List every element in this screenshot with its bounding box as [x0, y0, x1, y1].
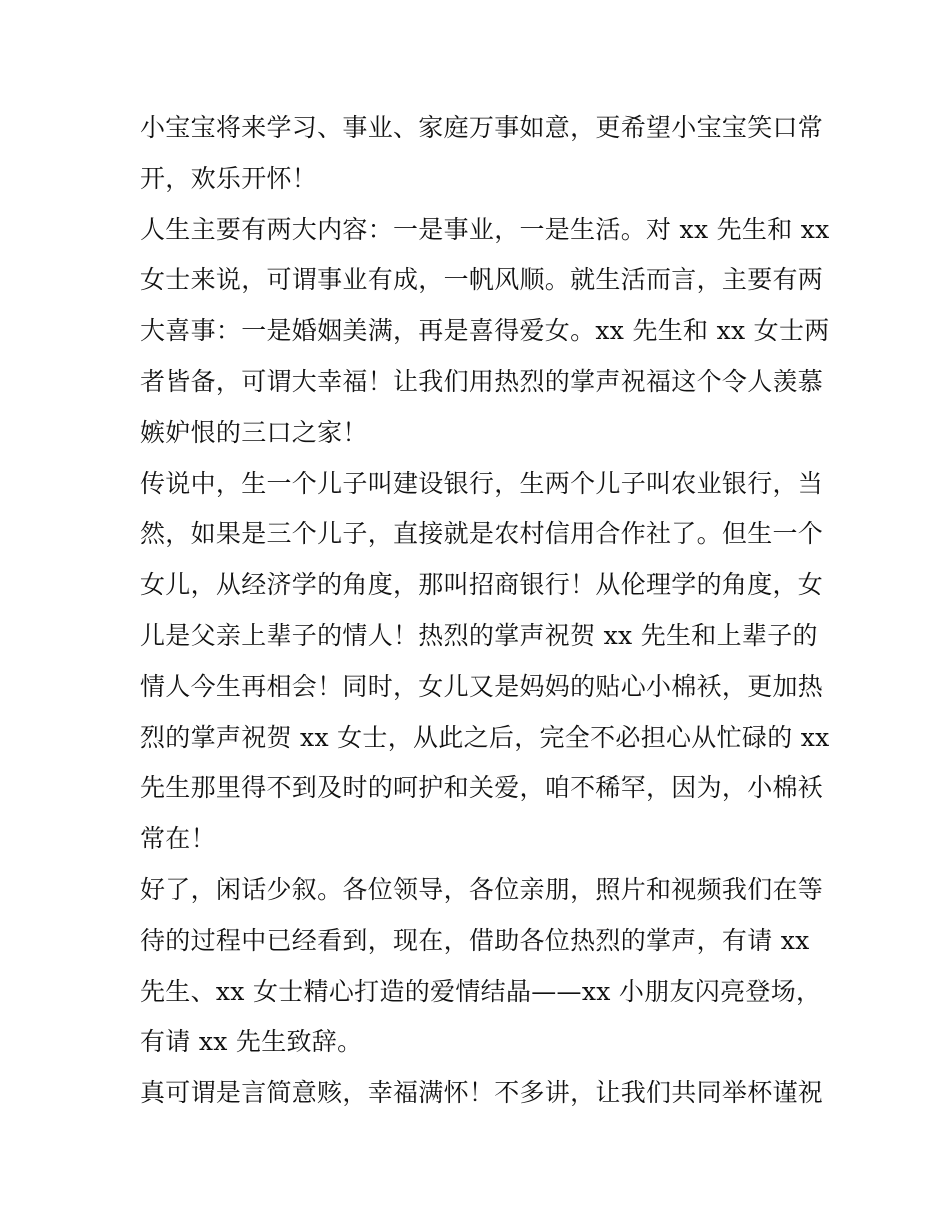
text-line: 小宝宝将来学习、事业、家庭万事如意，更希望小宝宝笑口常	[140, 113, 824, 142]
text-line: 先生那里得不到及时的呵护和关爱，咱不稀罕，因为，小棉袄	[140, 773, 824, 803]
text-line: 儿是父亲上辈子的情人！热烈的掌声祝贺 xx 先生和上辈子的	[140, 620, 818, 650]
text-line: 烈的掌声祝贺 xx 女士，从此之后，完全不必担心从忙碌的 xx	[140, 722, 830, 752]
text-line: 开，欢乐开怀！	[140, 163, 318, 193]
text-line: 传说中，生一个儿子叫建设银行，生两个儿子叫农业银行，当	[140, 468, 824, 498]
text-line: 情人今生再相会！同时，女儿又是妈妈的贴心小棉袄，更加热	[140, 671, 824, 701]
document-body	[140, 103, 830, 1119]
text-line: 嫉妒恨的三口之家！	[140, 417, 368, 447]
text-line: 待的过程中已经看到，现在，借助各位热烈的掌声，有请 xx	[140, 925, 810, 955]
text-line: 真可谓是言简意赅，幸福满怀！不多讲，让我们共同举杯谨祝	[140, 1078, 824, 1108]
text-line: 常在！	[140, 824, 216, 854]
text-line: 人生主要有两大内容：一是事业，一是生活。对 xx 先生和 xx	[140, 214, 830, 244]
text-line: 然，如果是三个儿子，直接就是农村信用合作社了。但生一个	[140, 519, 824, 549]
text-line: 有请 xx 先生致辞。	[140, 1027, 363, 1057]
text-line: 大喜事：一是婚姻美满，再是喜得爱女。xx 先生和 xx 女士两	[140, 316, 830, 346]
text-line: 女儿，从经济学的角度，那叫招商银行！从伦理学的角度，女	[140, 570, 824, 600]
text-line: 者皆备，可谓大幸福！让我们用热烈的掌声祝福这个令人羡慕	[140, 366, 824, 396]
text-line: 女士来说，可谓事业有成，一帆风顺。就生活而言，主要有两	[140, 265, 824, 295]
text-line: 好了，闲话少叙。各位领导，各位亲朋，照片和视频我们在等	[140, 874, 824, 904]
text-line: 先生、xx 女士精心打造的爱情结晶——xx 小朋友闪亮登场，	[140, 976, 822, 1006]
